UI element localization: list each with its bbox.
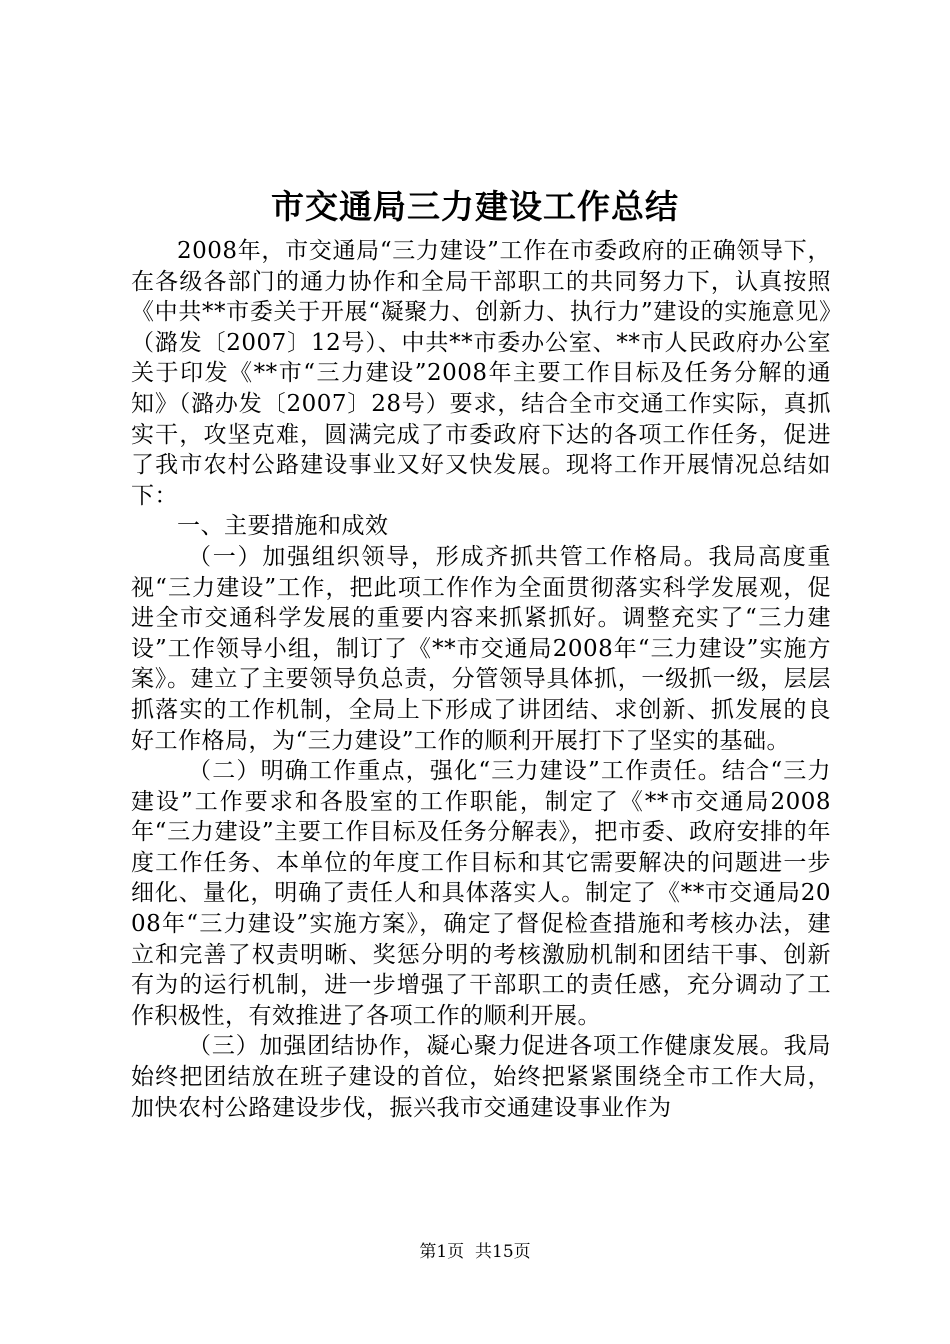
paragraph-point-3: （三）加强团结协作，凝心聚力促进各项工作健康发展。我局始终把团结放在班子建设的首位，始终把紧紧围绕全市工作大局，加快农村公路建设步伐，振兴我市交通建设事业作为 [131,1033,831,1121]
paragraph-point-1: （一）加强组织领导，形成齐抓共管工作格局。我局高度重视“三力建设”工作，把此项工作作为全面贯彻落实科学发展观，促进全市交通科学发展的重要内容来抓紧抓好。调整充实了“三力建设”工作领导小组，制订了《**市交通局2008年“三力建设”实施方案》。建立了主要领导负总责，分管领导具体抓，一级抓一级，层层抓落实的工作机制，全局上下形成了讲团结、求创新、抓发展的良好工作格局，为“三力建设”工作的顺利开展打下了坚实的基础。 [131,543,831,754]
page-total: 共15页 [475,1242,531,1262]
page-footer [0,1240,950,1264]
document-title: 市交通局三力建设工作总结 [271,187,679,226]
footer-spacer [464,1242,475,1262]
page-number: 第1页 [419,1242,465,1262]
paragraph-intro: 2008年，市交通局“三力建设”工作在市委政府的正确领导下，在各级各部门的通力协作和全局干部职工的共同努力下，认真按照《中共**市委关于开展“凝聚力、创新力、执行力”建设的实施意见》（潞发〔2007〕12号）、中共**市委办公室、**市人民政府办公室关于印发《**市“三力建设”2008年主要工作目标及任务分解的通知》（潞办发〔2007〕28号）要求，结合全市交通工作实际，真抓实干，攻坚克难，圆满完成了市委政府下达的各项工作任务，促进了我市农村公路建设事业又好又快发展。现将工作开展情况总结如下： [131,238,831,509]
paragraph-point-2: （二）明确工作重点，强化“三力建设”工作责任。结合“三力建设”工作要求和各股室的工作职能，制定了《**市交通局2008年“三力建设”主要工作目标及任务分解表》，把市委、政府安排的年度工作任务、本单位的年度工作目标和其它需要解决的问题进一步细化、量化，明确了责任人和具体落实人。制定了《**市交通局2008年“三力建设”实施方案》，确定了督促检查措施和考核办法，建立和完善了权责明晰、奖惩分明的考核激励机制和团结干事、创新有为的运行机制，进一步增强了干部职工的责任感，充分调动了工作积极性，有效推进了各项工作的顺利开展。 [131,758,831,1029]
section-heading: 一、主要措施和成效 [177,513,389,540]
document-body [131,236,831,1123]
